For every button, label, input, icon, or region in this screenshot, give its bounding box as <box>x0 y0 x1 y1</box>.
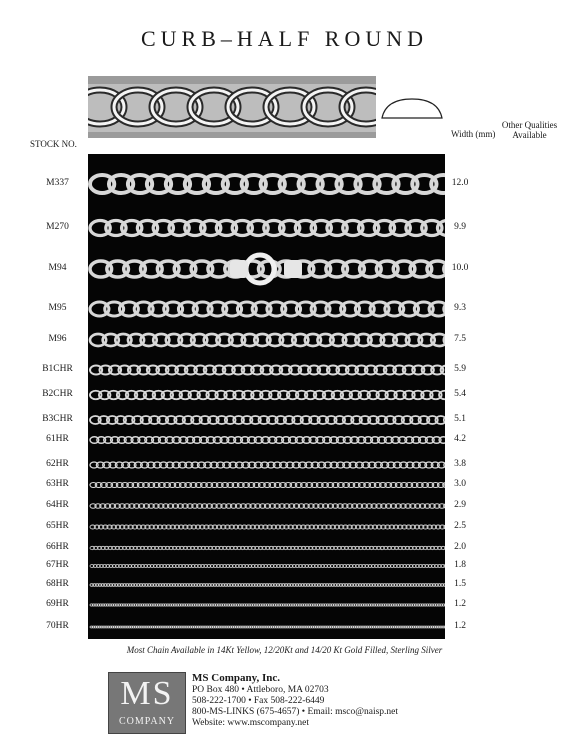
availability-caption: Most Chain Available in 14Kt Yellow, 12/20Kt and 14/20 Kt Gold Filled, Sterling Silver <box>126 645 443 655</box>
chain-width-value: 5.4 <box>454 389 466 399</box>
stock-number: B2CHR <box>42 389 73 399</box>
chain-sample <box>90 437 445 444</box>
chain-sample <box>90 565 445 568</box>
chain-sample <box>90 584 445 587</box>
stock-number: 68HR <box>46 579 69 589</box>
company-phone: 508-222-1700 • Fax 508-222-6449 <box>192 696 325 706</box>
company-name: MS Company, Inc. <box>192 672 281 684</box>
chain-sample <box>90 334 445 346</box>
stock-number: 64HR <box>46 500 69 510</box>
chain-width-value: 1.2 <box>454 599 466 609</box>
chain-sample <box>90 626 445 628</box>
stock-number: B1CHR <box>42 364 73 374</box>
chain-width-value: 3.8 <box>454 459 466 469</box>
other-qualities-header <box>490 120 569 140</box>
page-title: CURB–HALF ROUND <box>140 26 429 51</box>
stock-number: 69HR <box>46 599 69 609</box>
stock-number: 61HR <box>46 434 69 444</box>
stock-number: 67HR <box>46 560 69 570</box>
chain-width-value: 9.9 <box>454 222 466 232</box>
chain-sample <box>90 221 445 236</box>
chain-width-value: 2.0 <box>454 542 466 552</box>
stock-number: 66HR <box>46 542 69 552</box>
half-round-profile-icon <box>380 97 444 119</box>
chain-sample <box>90 483 445 488</box>
stock-number: 65HR <box>46 521 69 531</box>
company-logo <box>108 672 186 734</box>
stock-number: 63HR <box>46 479 69 489</box>
company-contact-block <box>192 672 398 729</box>
chain-sample <box>90 366 445 375</box>
chain-sample <box>90 416 445 424</box>
stock-number: 70HR <box>46 621 69 631</box>
company-contact: 800-MS-LINKS (675-4657) • Email: msco@naisp.net <box>192 707 399 717</box>
chain-sample <box>90 504 445 509</box>
chain-width-value: 3.0 <box>454 479 466 489</box>
company-website: Website: www.mscompany.net <box>192 718 309 728</box>
chain-sample <box>90 604 445 606</box>
stock-no-header: STOCK NO. <box>30 139 77 149</box>
stock-number: M337 <box>46 178 69 188</box>
chain-sample <box>90 462 445 468</box>
closeup-links <box>88 76 376 138</box>
chain-width-value: 5.9 <box>454 364 466 374</box>
stock-number: B3CHR <box>42 414 73 424</box>
chain-width-value: 7.5 <box>454 334 466 344</box>
logo-company-text: COMPANY <box>118 716 176 727</box>
chain-photo-panel <box>88 154 445 639</box>
chain-sample <box>90 175 445 193</box>
stock-number: M96 <box>48 334 67 344</box>
chain-width-value: 2.9 <box>454 500 466 510</box>
chain-sample <box>90 302 445 316</box>
other-qualities-text: Other Qualities Available <box>501 120 558 140</box>
width-header <box>451 129 495 139</box>
chain-sample <box>90 261 445 277</box>
stock-number: M270 <box>46 222 69 232</box>
chain-width-value: 2.5 <box>454 521 466 531</box>
chain-sample <box>90 546 445 549</box>
chain-width-value: 12.0 <box>451 178 469 188</box>
chain-width-value: 9.3 <box>454 303 466 313</box>
chain-width-value: 1.2 <box>454 621 466 631</box>
spring-ring-clasp <box>230 255 302 283</box>
chain-closeup-image <box>88 76 376 138</box>
chain-width-value: 1.5 <box>454 579 466 589</box>
chain-width-value: 4.2 <box>454 434 466 444</box>
chain-width-value: 10.0 <box>451 263 469 273</box>
logo-ms-text: MS <box>120 675 174 712</box>
stock-number: 62HR <box>46 459 69 469</box>
stock-number: M95 <box>48 303 67 313</box>
chain-sample <box>90 391 445 400</box>
chain-sample <box>90 525 445 529</box>
company-address: PO Box 480 • Attleboro, MA 02703 <box>192 685 329 695</box>
chain-samples <box>88 154 445 639</box>
chain-width-value: 1.8 <box>454 560 466 570</box>
width-header-text: Width (mm) <box>451 129 496 139</box>
chain-width-value: 5.1 <box>454 414 466 424</box>
stock-number: M94 <box>48 263 67 273</box>
